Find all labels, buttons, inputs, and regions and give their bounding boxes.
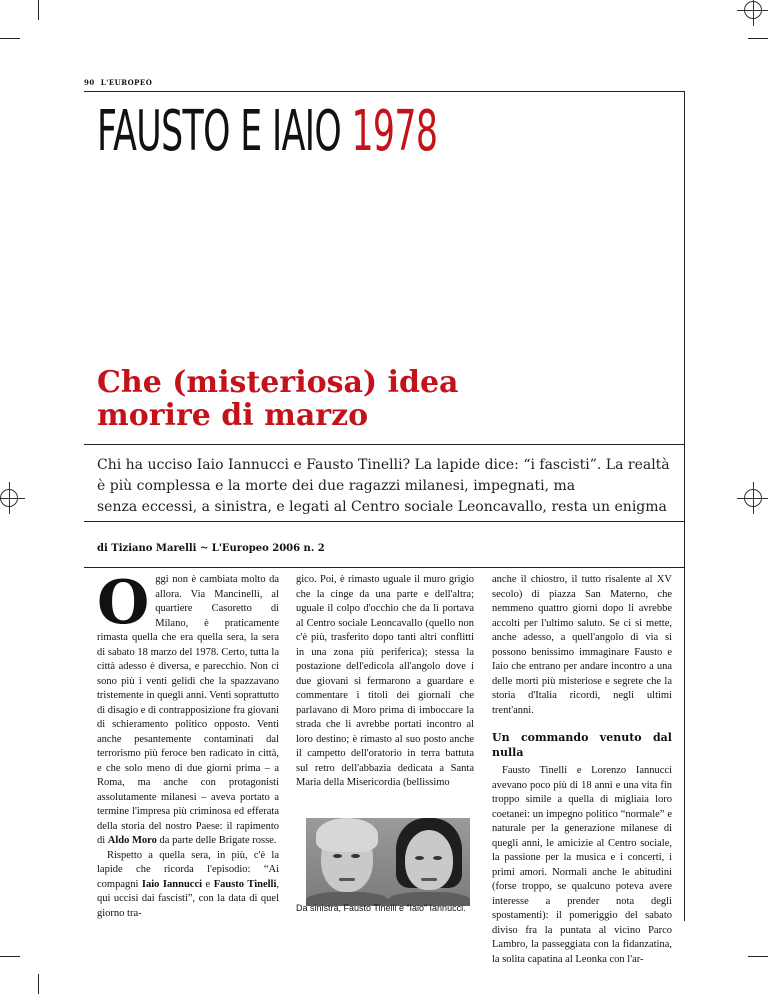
byline: di Tiziano Marelli ~ L'Europeo 2006 n. 2: [97, 543, 325, 554]
divider: [84, 521, 684, 522]
top-rule: [84, 91, 684, 92]
crop-mark: [748, 956, 768, 957]
paragraph: Fausto Tinelli e Lorenzo Iannucci avevano poco più di 18 anni e una vita fin troppo simile a quella di migliaia loro coetanei: un impegno politico “normale” e naturale per la generazione milanese di quegli anni, le amicizie al Centro sociale, la passione per la musica e i concerti, i primi amori. Normali anche le abitudini (forse troppo, se qualcuno poteva avere interesse a prender nota degli spostamenti): il pomeriggio del sabato diviso fra la puntata al vicino Parco Lambro, la passeggiata con la fidanzatina, la solita capatina al Leonka con l'ar-: [492, 765, 672, 965]
paragraph-text: , qui uccisi dai fascisti”, con la data di quel giorno tra-: [97, 878, 279, 919]
deck-line: è più complessa e la morte dei due ragazzi milanesi, impegnati, ma: [97, 478, 576, 494]
name-fausto: Fausto Tinelli: [213, 878, 277, 890]
paragraph-text: ggi non è cambiata molto da allora. Via Mancinelli, al quartiere Casoretto di Milano, è praticamente rimasta quella che era quella sera, la sera di sabato 18 marzo del 1978. Certo, tutta la città adesso è diversa, e parecchio. Non ci sono più i venti gelidi che la spazzavano tristemente in quegli anni. Venti soprattutto di disagio e di contrapposizione fra giovani di schieramento politico opposto. Venti anche pesantemente contaminati dal terrorismo più feroce ben radicato in città, e che solo meno di due giorni prima – a Roma, ma anche con protagonisti assolutamente milanesi – aveva portato a termine l'impresa più criminosa ed efferata della storia del nostro Paese: il rapimento di: [97, 574, 279, 846]
article-column-1: [97, 568, 279, 921]
photo-caption: Da sinistra, Fausto Tinelli e “Iaio” Iannucci.: [296, 903, 466, 913]
name-aldo-moro: Aldo Moro: [107, 835, 157, 846]
crop-mark: [748, 38, 768, 39]
paragraph: [97, 849, 279, 922]
headline-line: Che (misteriosa) idea: [97, 365, 459, 400]
deck-line: Chi ha ucciso Iaio Iannucci e Fausto Tinelli? La lapide dice: “i fascisti”. La realtà: [97, 457, 670, 473]
crop-mark: [38, 0, 39, 20]
headline-line: morire di marzo: [97, 398, 369, 433]
kicker-year: 1978: [351, 99, 438, 164]
photo-fausto-tinelli: [306, 818, 388, 906]
registration-mark-icon: [0, 489, 18, 507]
crop-mark: [0, 956, 20, 957]
article-column-3: [492, 573, 672, 967]
kicker-names: FAUSTO E IAIO: [97, 99, 342, 164]
paragraph: anche il chiostro, il tutto risalente al XV secolo) di piazza San Materno, che nemmeno quattro giorni dopo li avrebbe accolti per l'ultimo saluto. Se ci si mette, anche adesso, a quell'angolo di via si possono benissimo immaginare Fausto e Iaio che entrano per andare incontro a una delle morti più misteriose e segrete che la storia d'Italia ricordi, negli ultimi trent'anni.: [492, 574, 672, 716]
page-number: 90: [84, 78, 95, 87]
paragraph-text: Rispetto a quella sera, in più, c'è la lapide che ricorda l'episodio: “Ai compagni: [97, 849, 279, 890]
article-column-2: [296, 573, 474, 791]
photo-iaio-iannucci: [388, 818, 470, 906]
article-headline: [97, 366, 617, 432]
registration-mark-icon: [744, 489, 762, 507]
section-kicker: [97, 99, 438, 164]
subheading: Un commando venuto dal nulla: [492, 731, 672, 759]
name-iaio: Iaio Iannucci: [141, 878, 203, 890]
paragraph-text: da parte delle Brigate rosse.: [156, 835, 277, 846]
crop-mark: [0, 38, 20, 39]
folio: [84, 78, 152, 87]
portrait-photos: [296, 818, 472, 906]
article-deck: [97, 455, 687, 518]
crop-mark: [38, 974, 39, 994]
drop-cap: O: [97, 568, 150, 638]
registration-mark-icon: [744, 1, 762, 19]
magazine-name: L'EUROPEO: [100, 78, 153, 87]
paragraph: gico. Poi, è rimasto uguale il muro grigio che la cinge da una parte e dell'altra; uguale il colpo d'occhio che da lì portava al Centro sociale Leoncavallo (quello non c'è più, trasferito dopo tanti altri conflitti in una zona più periferica); stessa la postazione dell'edicola all'angolo dove i due giovani si fermarono a guardare e commentare i titoli dei giornali che parlavano di Moro prima di imboccare la strada che li avrebbe portati incontro al loro destino; è rimasto al suo posto anche il campetto dell'oratorio in terra battuta sul retro dell'abbazia dedicata a Santa Maria della Misericordia (bellissimo: [296, 574, 474, 788]
deck-line: senza eccessi, a sinistra, e legati al Centro sociale Leoncavallo, resta un enigma: [97, 499, 667, 515]
divider: [84, 567, 684, 568]
paragraph-text: e: [202, 878, 214, 890]
divider: [84, 444, 684, 445]
